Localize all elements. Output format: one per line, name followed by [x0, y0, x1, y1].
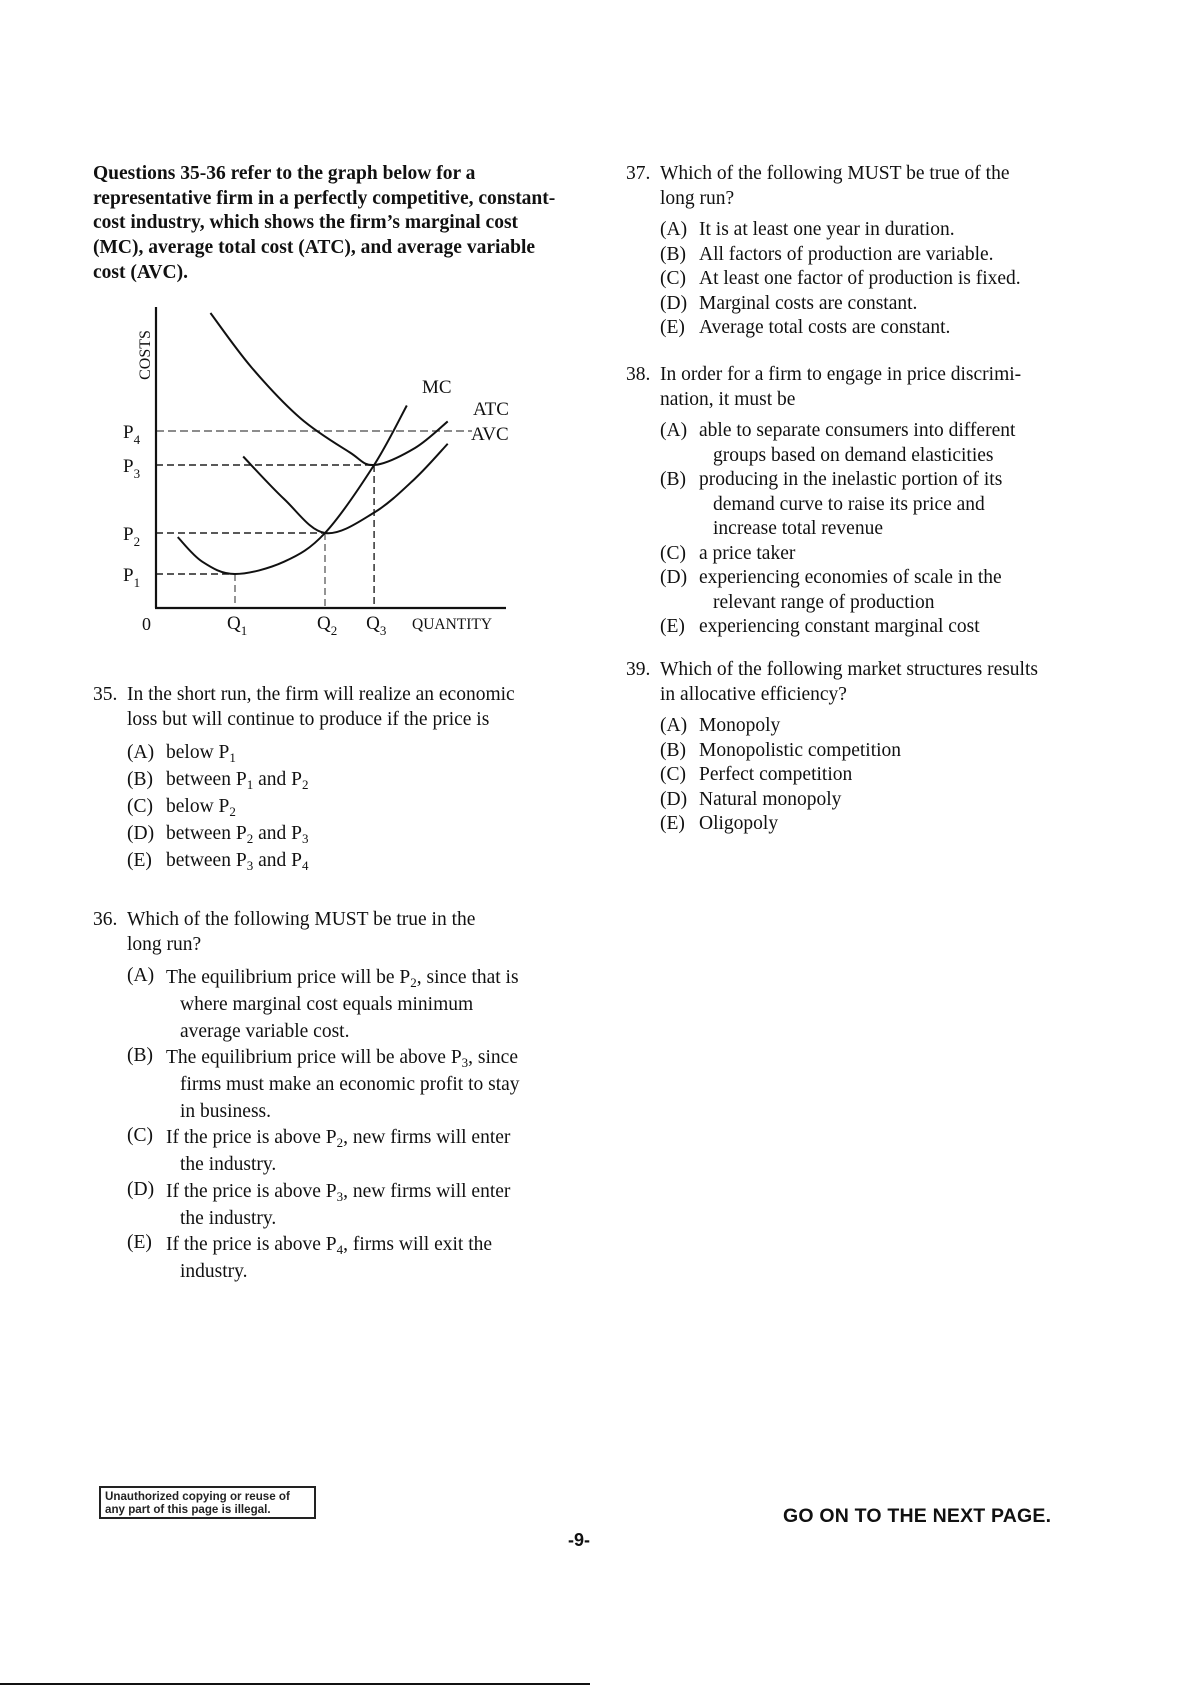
answer-option[interactable] — [127, 847, 573, 874]
subscript: 3 — [336, 1188, 344, 1204]
stem-line: long run? — [127, 933, 202, 955]
copyright-line-2: any part of this page is illegal. — [105, 1503, 271, 1516]
option-text: a price taker — [699, 542, 796, 564]
answer-option[interactable] — [127, 766, 573, 793]
option-letter: (D) — [127, 1178, 155, 1200]
answer-option[interactable] — [127, 1124, 573, 1178]
option-text: below $P_1$ — [166, 742, 236, 765]
answer-option[interactable] — [127, 793, 573, 820]
option-letter: (D) — [660, 567, 688, 588]
option-text: If the price is above $P_4$, firms will exit the — [166, 1234, 493, 1257]
subscript: 4 — [301, 858, 309, 873]
stem-line: Which of the following MUST be true of the — [660, 163, 1010, 184]
option-text: able to separate consumers into different — [699, 420, 1016, 441]
stem-line: long run? — [660, 187, 735, 209]
question-stem — [626, 363, 1086, 412]
answer-option[interactable] — [660, 739, 1086, 764]
option-letter: (B) — [127, 1045, 153, 1066]
option-letter: (A) — [660, 420, 688, 441]
option-letter: (B) — [127, 769, 153, 790]
quantity-label-1: $Q_1$ — [227, 613, 248, 638]
option-text-continued: demand curve to raise its price and — [713, 493, 985, 515]
question-37 — [626, 162, 1086, 341]
option-text: producing in the inelastic portion of its — [699, 469, 1003, 490]
subscript: 1 — [246, 777, 254, 792]
option-letter: (E) — [660, 317, 685, 338]
option-text: between $P_3$ and $P_4$ — [166, 850, 309, 873]
option-text-continued: average variable cost. — [180, 1020, 350, 1042]
answer-option[interactable] — [127, 820, 573, 847]
stem-line: in allocative efficiency? — [660, 683, 847, 705]
option-letter: (D) — [660, 292, 688, 314]
answer-option[interactable] — [127, 1178, 573, 1232]
subscript: 2 — [301, 777, 309, 792]
question-38 — [626, 363, 1086, 640]
price-labels — [123, 422, 141, 590]
option-text-continued: increase total revenue — [713, 518, 883, 539]
option-text: If the price is above $P_3$, new firms will enter — [166, 1180, 511, 1204]
option-text-continued: industry. — [180, 1261, 248, 1282]
answer-options — [626, 419, 1086, 640]
option-letter: (B) — [660, 469, 686, 490]
question-stem — [626, 162, 1086, 211]
questions-intro: Questions 35-36 refer to the graph below for a representative firm in a perfectly competitive, constant-cost industry, which shows the firm’s marginal cost (MC), average total cost (ATC), and average variable cost (AVC). — [93, 163, 556, 283]
answer-option[interactable] — [660, 267, 1086, 292]
avc-curve — [243, 444, 448, 534]
option-text: The equilibrium price will be above $P_3$, since — [166, 1047, 518, 1070]
option-text: between $P_1$ and $P_2$ — [166, 769, 309, 792]
question-35 — [93, 683, 573, 874]
option-letter: (A) — [660, 219, 688, 240]
answer-option[interactable] — [660, 812, 1086, 837]
option-text: The equilibrium price will be $P_2$, since that is — [166, 967, 519, 990]
answer-option[interactable] — [660, 218, 1086, 243]
price-label-4: $P_4$ — [123, 422, 141, 447]
option-text-continued: the industry. — [180, 1207, 277, 1229]
subscript: 3 — [461, 1055, 469, 1070]
stem-line: Which of the following MUST be true in the — [127, 909, 476, 930]
price-label-2: $P_2$ — [123, 524, 141, 549]
option-text: Average total costs are constant. — [699, 317, 951, 338]
answer-option[interactable] — [660, 788, 1086, 813]
option-letter: (B) — [660, 243, 686, 265]
option-letter: (A) — [127, 742, 155, 763]
answer-options — [626, 714, 1086, 837]
question-stem — [93, 683, 573, 732]
question-36 — [93, 908, 573, 1285]
subscript: 1 — [229, 750, 236, 765]
answer-option[interactable] — [660, 566, 1086, 615]
atc-curve — [210, 313, 447, 465]
option-letter: (E) — [127, 850, 152, 871]
option-text: All factors of production are variable. — [699, 243, 994, 265]
stem-line: loss but will continue to produce if the price is — [127, 708, 490, 730]
option-text: below $P_2$ — [166, 796, 236, 819]
cost-curves — [178, 313, 448, 574]
answer-option[interactable] — [660, 468, 1086, 542]
quantity-labels — [227, 613, 386, 638]
option-text: Monopoly — [699, 715, 781, 736]
option-text: Marginal costs are constant. — [699, 292, 918, 314]
answer-option[interactable] — [127, 739, 573, 766]
quantity-label-3: $Q_3$ — [366, 613, 387, 638]
x-axis-label: QUANTITY — [412, 616, 493, 633]
question-number: 37. — [626, 163, 651, 184]
answer-option[interactable] — [127, 1231, 573, 1285]
quantity-label-2: $Q_2$ — [317, 613, 338, 638]
option-letter: (C) — [127, 796, 153, 817]
dashed-guides — [156, 431, 472, 608]
avc-label: AVC — [471, 424, 509, 445]
answer-option[interactable] — [660, 542, 1086, 567]
option-text: experiencing constant marginal cost — [699, 616, 980, 637]
stem-line: In the short run, the firm will realize an economic — [127, 684, 515, 705]
answer-option[interactable] — [660, 714, 1086, 739]
question-number: 38. — [626, 364, 651, 385]
option-letter: (E) — [127, 1232, 152, 1253]
option-letter: (E) — [660, 616, 685, 637]
stem-line: In order for a firm to engage in price discrimi- — [660, 364, 1022, 385]
copyright-line-1: Unauthorized copying or reuse of — [105, 1490, 290, 1503]
option-text-continued: firms must make an economic profit to stay — [180, 1074, 520, 1095]
subscript: 2 — [336, 1135, 344, 1150]
question-39 — [626, 658, 1086, 837]
question-number: 36. — [93, 909, 118, 930]
answer-option[interactable] — [660, 615, 1086, 640]
option-letter: (D) — [660, 788, 688, 810]
subscript: 2 — [410, 975, 417, 990]
option-letter: (A) — [127, 965, 155, 986]
option-text: Oligopoly — [699, 813, 779, 834]
option-text: It is at least one year in duration. — [699, 219, 955, 240]
option-letter: (A) — [660, 715, 688, 736]
atc-label: ATC — [473, 399, 509, 420]
stem-line: nation, it must be — [660, 388, 796, 410]
option-text: Perfect competition — [699, 764, 853, 785]
option-text: experiencing economies of scale in the — [699, 567, 1002, 588]
option-letter: (C) — [127, 1125, 153, 1146]
option-text: Natural monopoly — [699, 788, 842, 810]
answer-option[interactable] — [127, 964, 573, 1044]
option-text: between $P_2$ and $P_3$ — [166, 823, 309, 846]
option-text-continued: groups based on demand elasticities — [713, 444, 994, 466]
option-text-continued: the industry. — [180, 1154, 277, 1175]
subscript: 3 — [301, 831, 309, 846]
option-letter: (C) — [660, 764, 686, 785]
answer-options — [626, 218, 1086, 341]
option-letter: (D) — [127, 823, 155, 844]
answer-option[interactable] — [127, 1044, 573, 1124]
option-letter: (C) — [660, 542, 686, 564]
question-number: 39. — [626, 659, 651, 680]
answer-option[interactable] — [660, 763, 1086, 788]
option-text: Monopolistic competition — [699, 739, 902, 761]
copyright-notice — [99, 1486, 316, 1519]
go-to-next-page-text: GO ON TO THE NEXT PAGE. — [783, 1505, 1052, 1527]
answer-option[interactable] — [660, 243, 1086, 268]
option-letter: (C) — [660, 268, 686, 289]
price-label-1: $P_1$ — [123, 565, 141, 590]
option-text: If the price is above $P_2$, new firms will enter — [166, 1127, 511, 1150]
cost-curves-graph — [120, 295, 540, 655]
origin-label: 0 — [142, 614, 151, 634]
mc-label: MC — [422, 377, 452, 398]
option-text: At least one factor of production is fixed. — [699, 268, 1021, 289]
answer-options — [93, 964, 573, 1285]
option-letter: (E) — [660, 813, 685, 834]
stem-line: Which of the following market structures results — [660, 659, 1038, 680]
option-text-continued: relevant range of production — [713, 591, 935, 613]
subscript: 4 — [336, 1242, 344, 1257]
option-text-continued: in business. — [180, 1100, 272, 1122]
answer-option[interactable] — [660, 292, 1086, 317]
subscript: 3 — [246, 858, 254, 873]
answer-options — [93, 739, 573, 874]
answer-option[interactable] — [660, 316, 1086, 341]
subscript: 2 — [246, 831, 254, 846]
option-letter: (B) — [660, 739, 686, 761]
answer-option[interactable] — [660, 419, 1086, 468]
question-number: 35. — [93, 684, 118, 705]
price-label-3: $P_3$ — [123, 456, 141, 481]
page-number: -9- — [568, 1530, 590, 1550]
subscript: 2 — [229, 804, 236, 819]
question-stem — [626, 658, 1086, 707]
y-axis-label: COSTS — [137, 330, 154, 380]
option-text-continued: where marginal cost equals minimum — [180, 994, 474, 1015]
question-stem — [93, 908, 573, 957]
